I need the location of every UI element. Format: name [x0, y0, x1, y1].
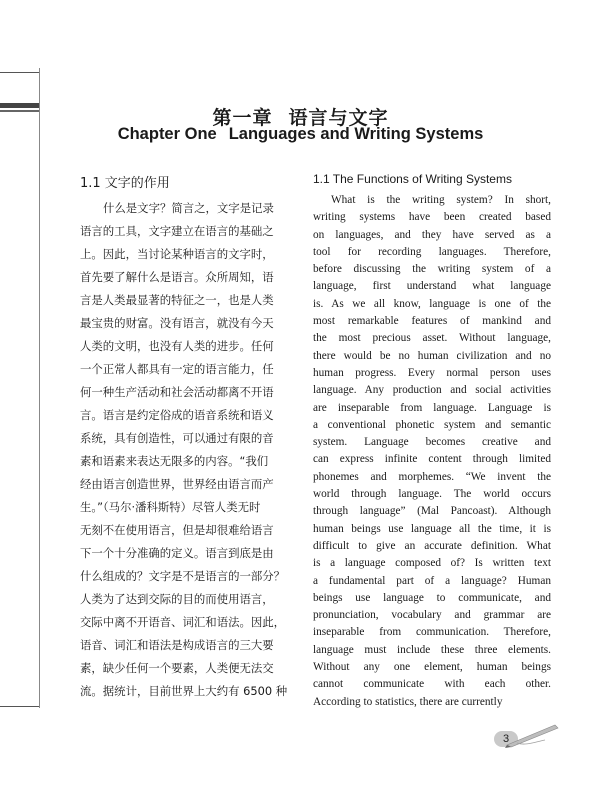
paragraph-line-en: there would be no human civilization and no [313, 349, 551, 362]
paragraph-line-en: are inseparable from language. Language is [313, 401, 551, 414]
paragraph-line-cn: 语言的工具，文字建立在语言的基础之 [80, 224, 274, 238]
paragraph-line-en: human progress. Every normal person uses [313, 366, 551, 379]
chapter-number-cn: 第一章 [212, 107, 273, 129]
paragraph-line-en: What is the writing system? In short, [331, 194, 551, 206]
paragraph-line-cn: 言。语言是约定俗成的语音系统和语义 [80, 408, 274, 422]
paragraph-line-en: cannot communicate with each other. [313, 678, 551, 691]
paragraph-line-en: can express infinite content through limited [313, 453, 551, 466]
paragraph-line-en: pronunciation, vocabulary and grammar are [313, 609, 551, 622]
section-heading-cn: 1.1 文字的作用 [80, 176, 170, 191]
paragraph-line-en: most remarkable features of mankind and [313, 315, 551, 328]
paragraph-line-cn: 人类为了达到交际的目的而使用语言， [80, 592, 274, 606]
paragraph-line-cn: 最宝贵的财富。没有语言，就没有今天 [80, 316, 274, 330]
paragraph-line-cn: 一个正常人都具有一定的语言能力，任 [80, 362, 274, 376]
paragraph-line-en: is. As we all know, language is one of the [313, 297, 551, 310]
pen-icon [505, 722, 561, 748]
paragraph-line-cn: 无刻不在使用语言，但是却很难给语言 [80, 523, 274, 537]
paragraph-line-en: According to statistics, there are currently [313, 695, 503, 708]
chapter-title-en [0, 125, 601, 144]
paragraph-line-en: language, first understand what language [313, 280, 551, 293]
paragraph-line-cn: 生。”（马尔·潘科斯特）尽管人类无时 [80, 500, 261, 514]
paragraph-line-cn: 人类的文明，也没有人类的进步。任何 [80, 339, 274, 353]
margin-rule-top [0, 72, 40, 73]
paragraph-line-cn: 经由语言创造世界，世界经由语言而产 [80, 477, 274, 491]
paragraph-line-cn: 什么是文字？简言之，文字是记录 [103, 201, 274, 215]
section-body-en [313, 192, 551, 711]
paragraph-line-en: beings use language to communicate, and [313, 591, 551, 604]
section-body-cn [80, 197, 300, 703]
paragraph-line-en: writing systems have been created based [313, 211, 551, 224]
paragraph-line-en: on languages, and they have served as a [313, 228, 551, 241]
paragraph-line-en: is a language composed of? Is written text [313, 557, 551, 570]
paragraph-line-en: through language” (Mal Pancoast). Although [313, 505, 551, 518]
paragraph-line-cn: 首先要了解什么是语言。众所周知，语 [80, 270, 274, 284]
margin-vertical-rule [39, 68, 40, 708]
paragraph-line-cn: 言是人类最显著的特征之一，也是人类 [80, 293, 274, 307]
paragraph-line-cn: 流。据统计，目前世界上大约有 6500 种 [80, 684, 288, 698]
paragraph-line-en: inseparable from communication. Therefore, [313, 626, 551, 639]
paragraph-line-en: the most precious asset. Without language, [313, 332, 551, 345]
paragraph-line-cn: 下一个十分准确的定义。语言到底是由 [80, 546, 274, 560]
paragraph-line-en: before discussing the writing system of a [313, 263, 551, 276]
paragraph-line-cn: 语音、词汇和语法是构成语言的三大要 [80, 638, 274, 652]
paragraph-line-en: phonemes and morphemes. “We invent the [313, 470, 551, 483]
paragraph-line-en: language must include these three elements. [313, 643, 551, 656]
paragraph-line-cn: 素和语素来表达无限多的内容。“我们 [80, 454, 269, 468]
paragraph-line-en: a conventional phonetic system and semantic [313, 418, 551, 431]
paragraph-line-en: tool for recording languages. Therefore, [313, 245, 551, 258]
paragraph-line-en: Without any one element, human beings [313, 661, 551, 674]
chapter-name-en: Languages and Writing Systems [228, 125, 484, 143]
english-column [313, 172, 551, 711]
chinese-column [80, 172, 300, 703]
paragraph-line-en: world through language. The world occurs [313, 488, 551, 501]
paragraph-line-en: human beings use language all the time, it is [313, 522, 551, 535]
section-heading-en: 1.1 The Functions of Writing Systems [313, 172, 512, 186]
margin-rule-bottom [0, 706, 40, 707]
paragraph-line-en: language. Any production and social activities [313, 384, 551, 397]
paragraph-line-en: difficult to give an accurate definition. What [313, 539, 551, 552]
paragraph-line-cn: 何一种生产活动和社会活动都离不开语 [80, 385, 274, 399]
chapter-name-cn: 语言与文字 [288, 107, 389, 129]
paragraph-line-en: system. Language becomes creative and [313, 436, 551, 449]
paragraph-line-cn: 系统，具有创造性，可以通过有限的音 [80, 431, 274, 445]
paragraph-line-cn: 什么组成的？文字是不是语言的一部分？ [80, 569, 286, 583]
paragraph-line-en: a fundamental part of a language? Human [313, 574, 551, 587]
paragraph-line-cn: 交际中离不开语音、词汇和语法。因此， [80, 615, 286, 629]
paragraph-line-cn: 素，缺少任何一个要素，人类便无法交 [80, 661, 274, 675]
page-number: 3 [494, 731, 518, 747]
paragraph-line-cn: 上。因此，当讨论某种语言的文字时， [80, 247, 274, 261]
chapter-number-en: Chapter One [117, 125, 217, 143]
